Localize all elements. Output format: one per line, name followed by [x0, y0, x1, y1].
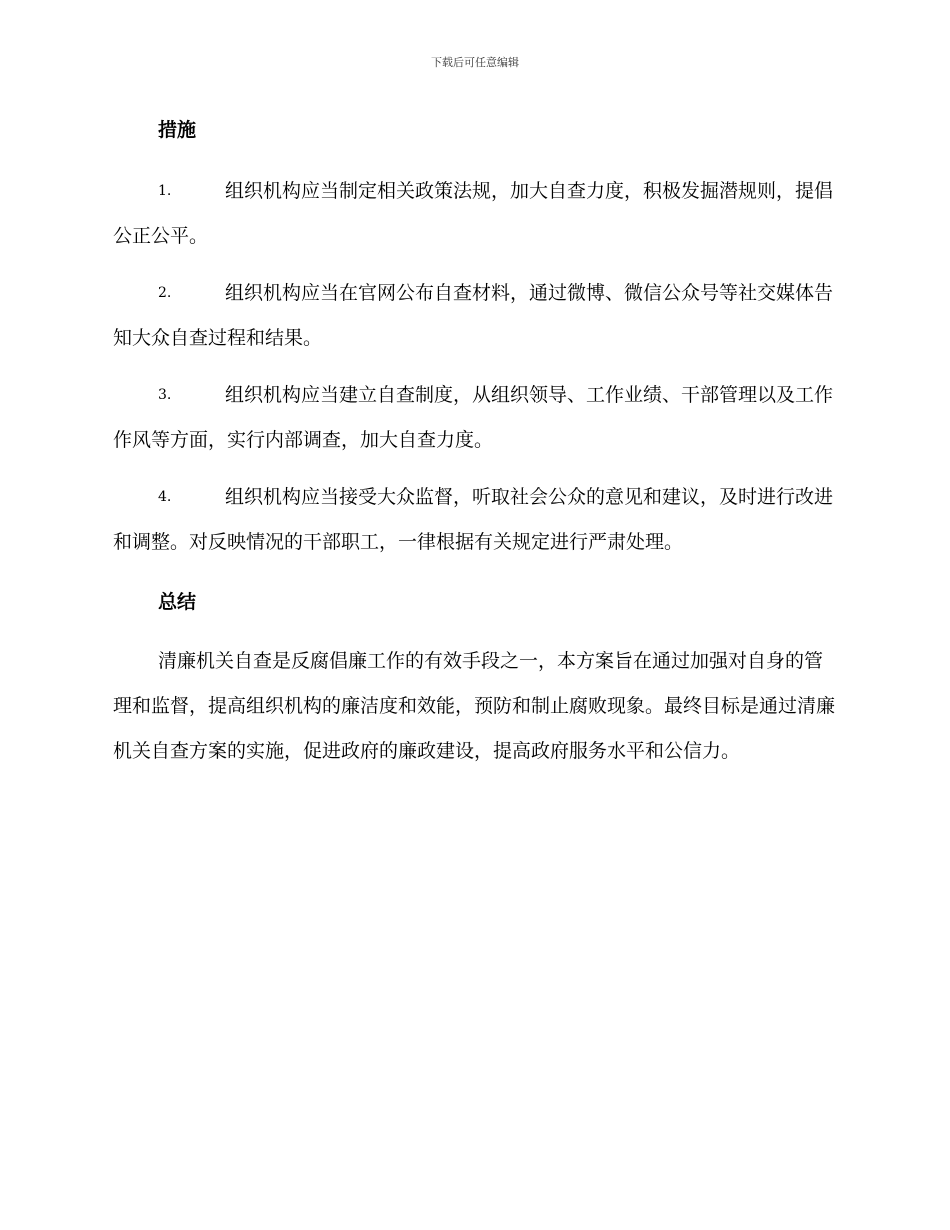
- summary-heading: 总结: [158, 591, 197, 613]
- page-header: 下载后可任意编辑: [431, 56, 519, 69]
- measure-item-number: 4.: [158, 489, 172, 505]
- measure-item-number: 1.: [158, 183, 172, 199]
- measure-item-text: 组织机构应当建立自查制度，从组织领导、工作业绩、干部管理以及工作作风等方面，实行内部调查，加大自查力度。: [113, 384, 834, 451]
- document-body: [113, 113, 835, 774]
- measure-item-text: 组织机构应当在官网公布自查材料，通过微博、微信公众号等社交媒体告知大众自查过程和结果。: [113, 282, 834, 349]
- measure-item-number: 3.: [158, 387, 172, 403]
- measures-heading: 措施: [158, 119, 197, 141]
- measure-item: [113, 475, 835, 565]
- measure-item-text: 组织机构应当接受大众监督，听取社会公众的意见和建议，及时进行改进和调整。对反映情况的干部职工，一律根据有关规定进行严肃处理。: [113, 486, 834, 553]
- measure-item-number: 2.: [158, 285, 172, 301]
- measure-item: [113, 373, 835, 463]
- measure-item: [113, 271, 835, 361]
- measure-item-text: 组织机构应当制定相关政策法规，加大自查力度，积极发掘潜规则，提倡公正公平。: [113, 180, 834, 247]
- measure-item: [113, 169, 835, 259]
- summary-paragraph: 清廉机关自查是反腐倡廉工作的有效手段之一，本方案旨在通过加强对自身的管理和监督，提高组织机构的廉洁度和效能，预防和制止腐败现象。最终目标是通过清廉机关自查方案的实施，促进政府的廉政建设，提高政府服务水平和公信力。: [113, 650, 836, 762]
